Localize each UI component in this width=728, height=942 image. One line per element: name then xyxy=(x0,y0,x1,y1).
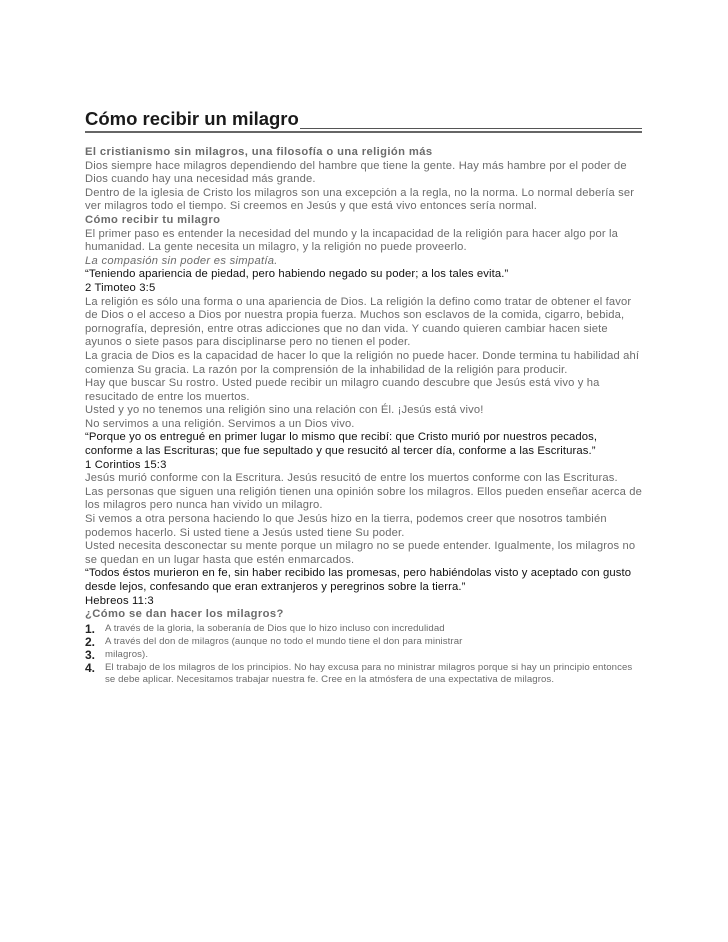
reference-2: 1 Corintios 15:3 xyxy=(85,458,167,471)
quote-1: “Teniendo apariencia de piedad, pero habiendo negado su poder; a los tales evita.” xyxy=(85,268,509,281)
numbered-list xyxy=(85,623,642,687)
title-underline xyxy=(85,131,642,133)
list-item xyxy=(85,662,642,687)
list-item-text: A través del don de milagros (aunque no todo el mundo tiene el don para ministrar xyxy=(105,635,463,647)
title-row xyxy=(85,108,642,130)
list-number: 1. xyxy=(85,621,96,636)
paragraph-7: Usted y yo no tenemos una religión sino una relación con Él. ¡Jesús está vivo! xyxy=(85,404,484,417)
paragraph-2: Dentro de la iglesia de Cristo los milagros son una excepción a la regla, no la norma. Lo normal debería ser ver milagros todo el tiempo. Si creemos en Jesús y que está vivo entonces sería normal. xyxy=(85,186,635,213)
reference-1: 2 Timoteo 3:5 xyxy=(85,281,156,294)
list-number: 3. xyxy=(85,647,96,662)
paragraph-1: Dios siempre hace milagros dependiendo del hambre que tiene la gente. Hay más hambre por el poder de Dios cuando hay una necesidad más grande. xyxy=(85,159,627,186)
list-item xyxy=(85,636,642,649)
quote-3: “Todos éstos murieron en fe, sin haber recibido las promesas, pero habiéndolas visto y aceptado con gusto desde lejos, confesando que eran extranjeros y peregrinos sobre la tierra.” xyxy=(85,567,632,593)
document-body xyxy=(85,146,642,687)
paragraph-8: No servimos a una religión. Servimos a un Dios vivo. xyxy=(85,417,355,430)
list-item-text: El trabajo de los milagros de los principios. No hay excusa para no ministrar milagros porque si hay un principio entonces se debe aplicar. Necesitamos trabajar nuestra fe. Cree en la atmósfera de una expectativa de milagros. xyxy=(105,661,633,686)
page-title: Cómo recibir un milagro xyxy=(85,108,299,129)
section-heading-2: Cómo recibir tu milagro xyxy=(85,213,221,226)
quote-2: “Porque yo os entregué en primer lugar lo mismo que recibí: que Cristo murió por nuestros pecados, conforme a las Escrituras; que fue sepultado y que resucitó al tercer día, conforme a las Escrituras.” xyxy=(85,431,598,458)
paragraph-4: La religión es sólo una forma o una apariencia de Dios. La religión la defino como tratar de obtener el favor de Dios o el acceso a Dios por nuestra propia fuerza. Muchos son esclavos de la comida, cigarro, bebida, pornografía, depresión, entre otras adicciones que no dan vida. Y cuando quieren cambiar hacen siete ayunos o siete pasos para disciplinarse pero no tienen el poder. xyxy=(85,295,632,349)
list-item-text: milagros). xyxy=(105,648,149,660)
title-rule xyxy=(300,128,642,129)
paragraph-12: Usted necesita desconectar su mente porque un milagro no se puede entender. Igualmente, los milagros no se quedan en un lugar hasta que estén enmarcados. xyxy=(85,540,636,566)
paragraph-3: El primer paso es entender la necesidad del mundo y la incapacidad de la religión para hacer algo por la humanidad. La gente necesita un milagro, y la religión no puede proveerlo. xyxy=(85,227,619,254)
reference-3: Hebreos 11:3 xyxy=(85,594,154,607)
paragraph-6: Hay que buscar Su rostro. Usted puede recibir un milagro cuando descubre que Jesús está vivo y ha resucitado de entre los muertos. xyxy=(85,377,600,403)
paragraph-11: Si vemos a otra persona haciendo lo que Jesús hizo en la tierra, podemos creer que nosotros también podemos hacerlo. Si usted tiene a Jesús usted tiene Su poder. xyxy=(85,513,607,539)
italic-line: La compasión sin poder es simpatía. xyxy=(85,254,278,267)
section-heading-1: El cristianismo sin milagros, una filosofía o una religión más xyxy=(85,146,433,158)
list-number: 4. xyxy=(85,660,96,675)
list-item xyxy=(85,649,642,662)
list-item xyxy=(85,623,642,636)
paragraph-5: La gracia de Dios es la capacidad de hacer lo que la religión no puede hacer. Donde termina tu habilidad ahí comienza Su gracia. La razón por la comprensión de la inhabilidad de la religión para producir. xyxy=(85,349,640,376)
document-page xyxy=(85,108,642,687)
paragraph-10: Las personas que siguen una religión tienen una opinión sobre los milagros. Ellos pueden enseñar acerca de los milagros pero nunca han vivido un milagro. xyxy=(85,485,642,512)
list-item-text: A través de la gloria, la soberanía de Dios que lo hizo incluso con incredulidad xyxy=(105,622,445,634)
list-number: 2. xyxy=(85,634,96,649)
paragraph-9: Jesús murió conforme con la Escritura. Jesús resucitó de entre los muertos conforme con las Escrituras. xyxy=(85,472,618,485)
section-heading-3: ¿Cómo se dan hacer los milagros? xyxy=(85,608,284,621)
